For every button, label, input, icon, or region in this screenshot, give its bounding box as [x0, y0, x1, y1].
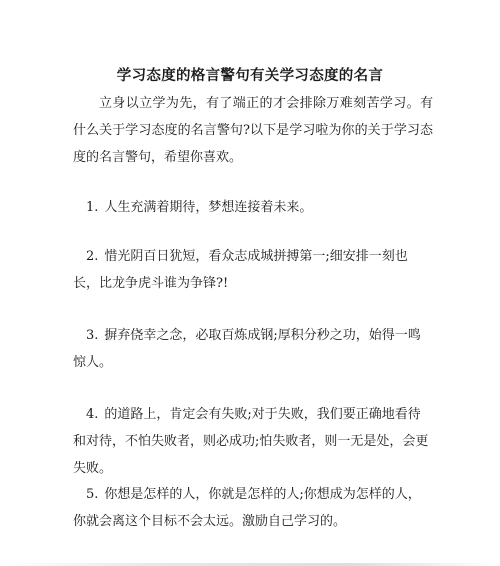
item-text: 的道路上，肯定会有失败;对于失败，我们要正确地看待和对待，不怕失败者，则必成功;怕失败者，则一无是处，会更失败。	[73, 407, 429, 476]
list-item	[73, 481, 433, 535]
item-text: 惜光阴百日犹短，看众志成城拼搏第一;细安排一刻也长，比龙争虎斗谁为争锋?!	[73, 249, 408, 291]
item-number: 4.	[86, 407, 99, 422]
item-text: 摒弃侥幸之念，必取百炼成钢;厚积分秒之功，始得一鸣惊人。	[73, 328, 421, 370]
item-number: 2.	[86, 249, 99, 264]
document-title: 学习态度的格言警句有关学习态度的名言	[116, 67, 384, 84]
item-text: 你想是怎样的人，你就是怎样的人;你想成为怎样的人，你就会离这个目标不会太远。激励自己学习的。	[73, 487, 421, 529]
item-number: 3.	[86, 328, 99, 343]
intro-paragraph: 立身以立学为先，有了端正的才会排除万难刻苦学习。有什么关于学习态度的名言警句?以下是学习啦为你的关于学习态度的名言警句，希望你喜欢。	[73, 96, 433, 165]
list-item	[73, 401, 433, 482]
item-number: 5.	[86, 487, 99, 502]
list-item	[73, 194, 433, 221]
list-item	[73, 322, 433, 376]
item-text: 人生充满着期待，梦想连接着未来。	[104, 200, 313, 215]
item-number: 1.	[86, 200, 99, 215]
list-item	[73, 243, 433, 297]
